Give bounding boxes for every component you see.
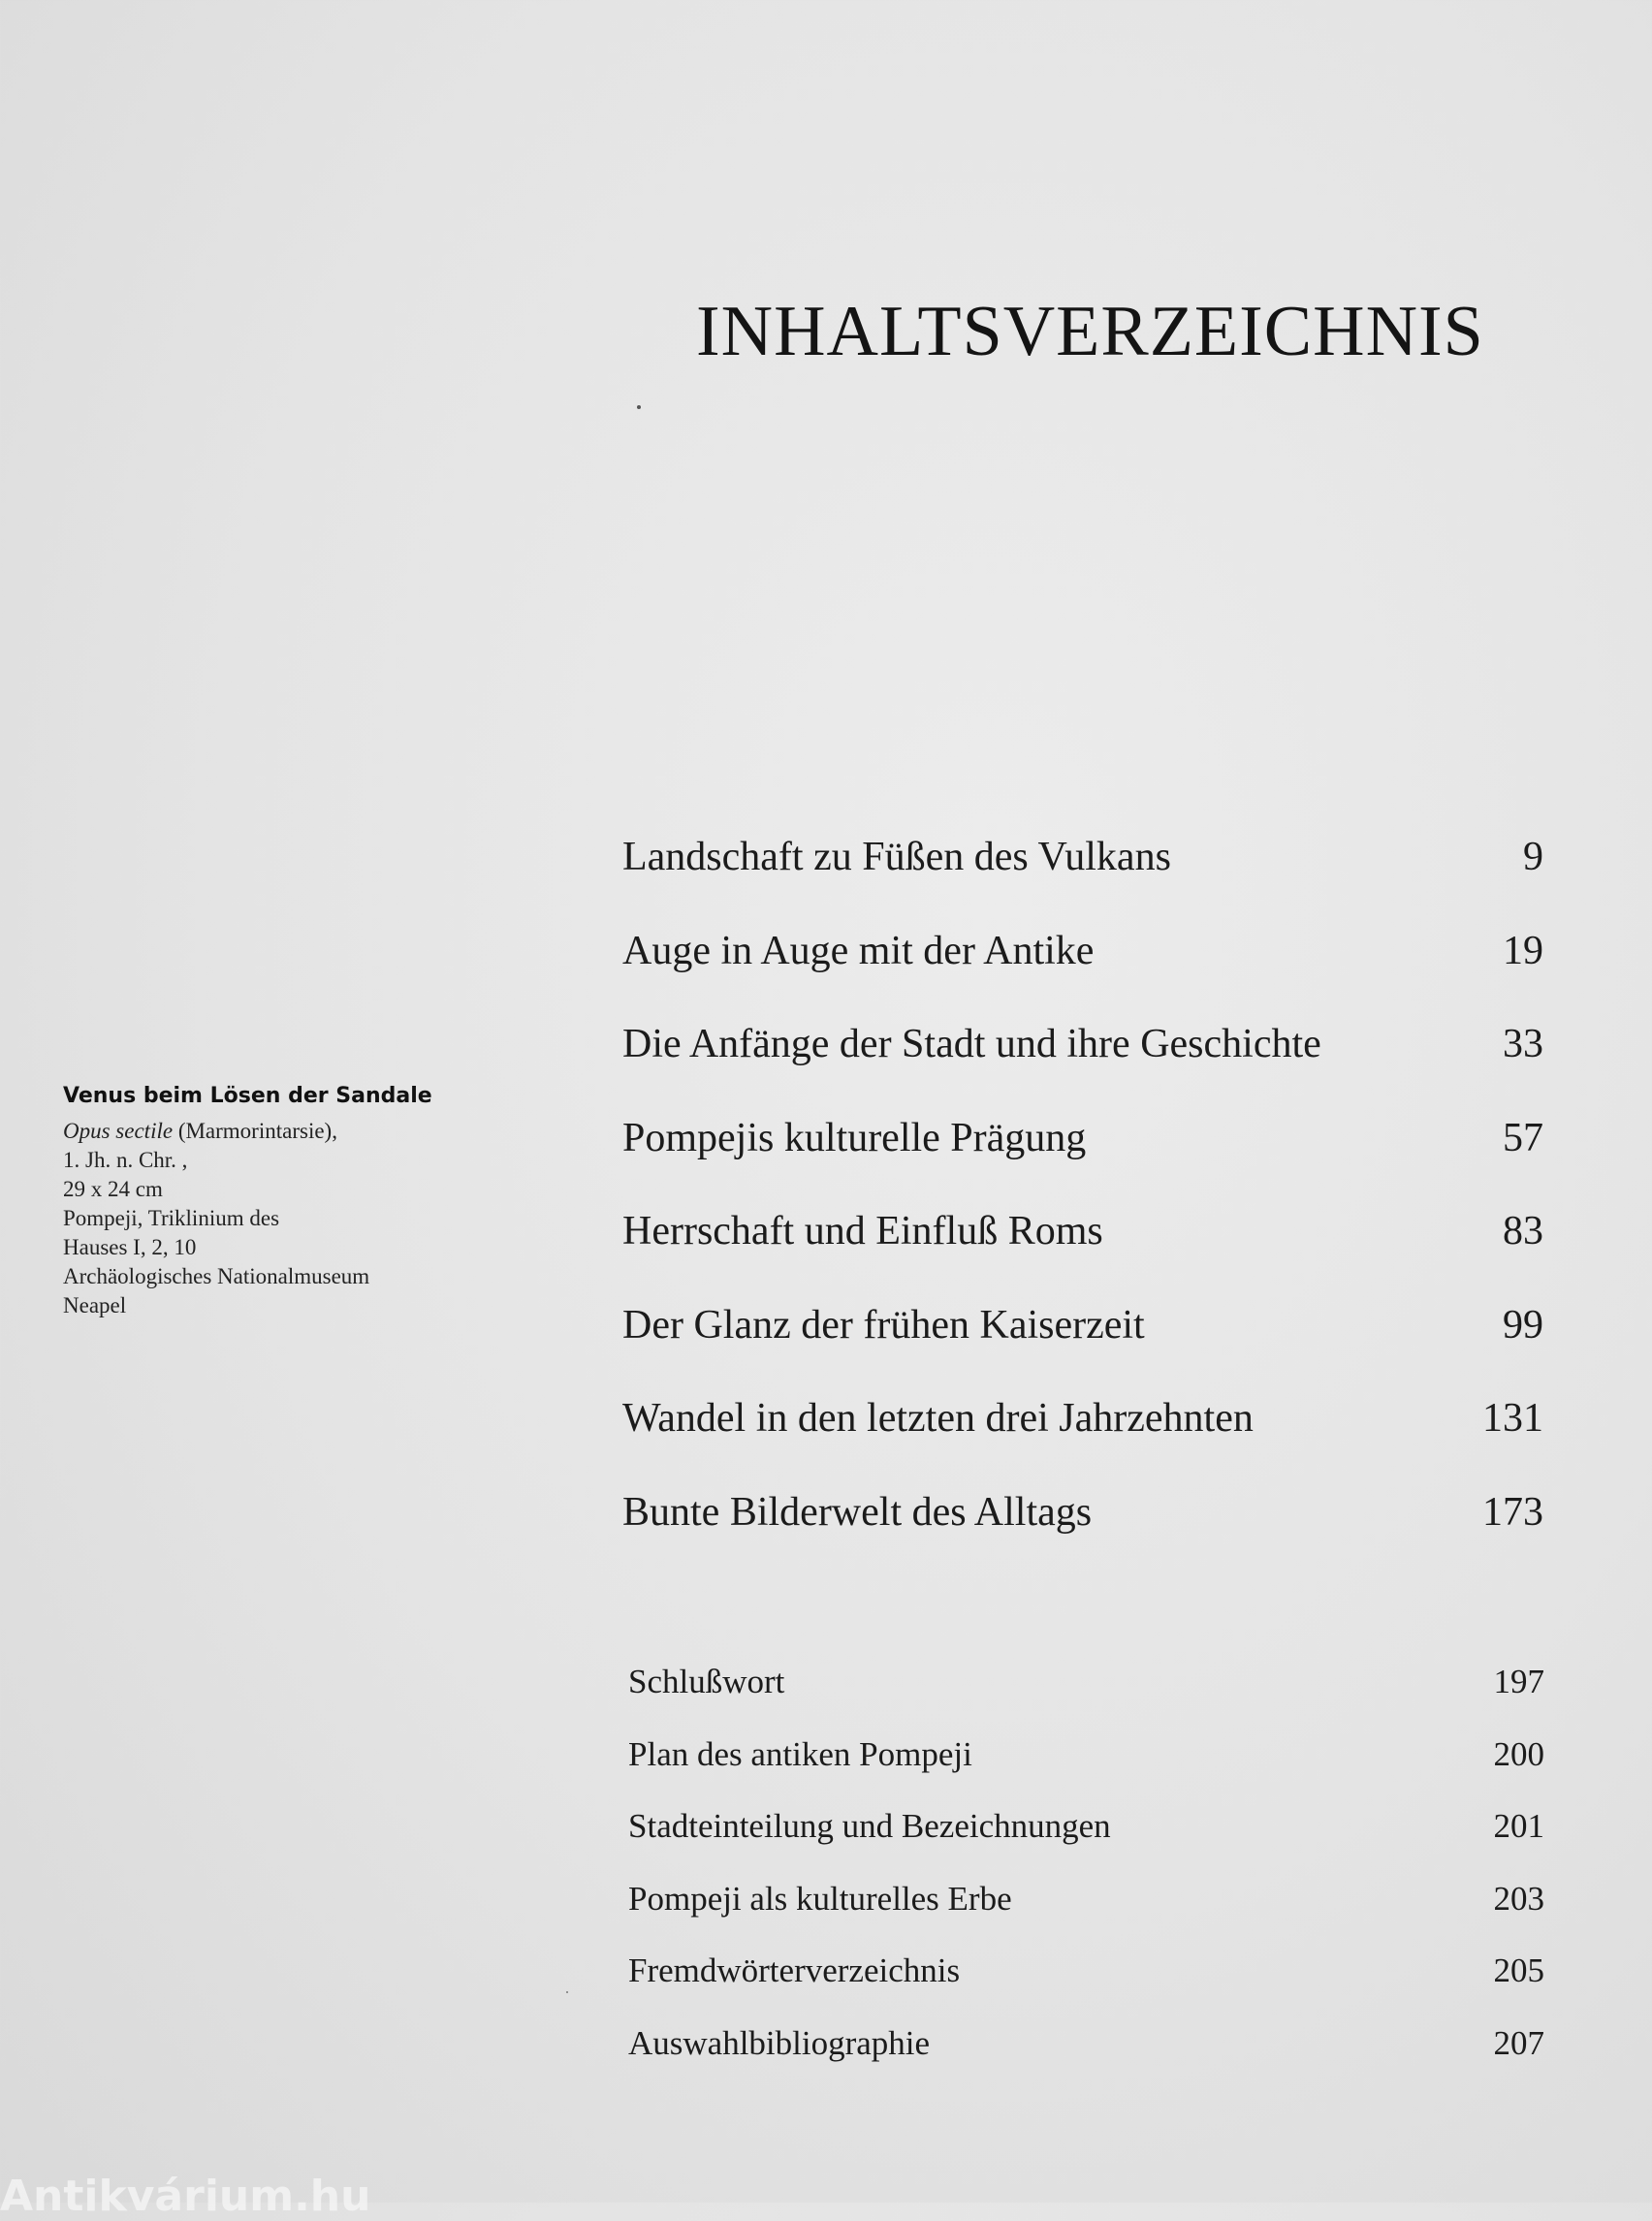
toc-entry [622, 1021, 1543, 1115]
toc-entry [622, 1489, 1543, 1583]
toc-entry-label: Wandel in den letzten drei Jahrzehnten [622, 1396, 1254, 1441]
page-title: INHALTSVERZEICHNIS [696, 292, 1484, 371]
toc-entry [628, 2024, 1544, 2097]
caption-line-2: 1. Jh. n. Chr. , [63, 1148, 188, 1172]
toc-entry-page: 33 [1503, 1022, 1543, 1066]
toc-entry [628, 1880, 1544, 1952]
toc-entry [628, 1807, 1544, 1880]
toc-entry [622, 1395, 1543, 1489]
toc-entry-label: Herrschaft und Einfluß Roms [622, 1209, 1103, 1253]
toc-entry-label: Der Glanz der frühen Kaiserzeit [622, 1302, 1145, 1348]
toc-entry-page: 201 [1493, 1807, 1544, 1845]
caption-line-5: Hauses I, 2, 10 [63, 1235, 197, 1259]
toc-entry [622, 928, 1543, 1022]
toc-entry-label: Pompeji als kulturelles Erbe [628, 1879, 1012, 1918]
toc-entry-page: 197 [1493, 1663, 1544, 1700]
toc-entry-page: 203 [1493, 1879, 1544, 1918]
watermark: Antikvárium.hu [0, 2172, 371, 2221]
toc-entry-page: 200 [1493, 1734, 1544, 1773]
toc-entry-label: Bunte Bilderwelt des Alltags [622, 1489, 1093, 1535]
caption-technique: Opus sectile [63, 1119, 174, 1143]
toc-entry-label: Die Anfänge der Stadt und ihre Geschichte [622, 1022, 1321, 1066]
toc-entry [628, 1735, 1544, 1808]
toc-entry [622, 1115, 1543, 1209]
caption-technique-note: (Marmorintarsie), [173, 1119, 337, 1143]
toc-entry-page: 9 [1523, 835, 1543, 879]
toc-back-matter [628, 1663, 1544, 2096]
toc-entry-page: 57 [1503, 1115, 1543, 1160]
toc-entry-label: Plan des antiken Pompeji [628, 1734, 972, 1773]
toc-main-chapters [622, 834, 1543, 1582]
toc-entry [622, 1208, 1543, 1302]
caption-line-6: Archäologisches Nationalmuseum [63, 1264, 370, 1288]
caption-title: Venus beim Lösen der Sandale [63, 1084, 432, 1108]
stray-dot [637, 405, 641, 409]
toc-entry-label: Auswahlbibliographie [628, 2023, 931, 2062]
toc-entry-page: 205 [1493, 1951, 1544, 1989]
toc-entry-label: Pompejis kulturelle Prägung [622, 1115, 1087, 1160]
toc-entry-page: 19 [1503, 928, 1543, 973]
toc-entry-label: Stadteinteilung und Bezeichnungen [628, 1807, 1111, 1845]
toc-entry [622, 834, 1543, 928]
toc-entry-page: 99 [1503, 1302, 1543, 1348]
toc-entry-label: Landschaft zu Füßen des Vulkans [622, 835, 1171, 879]
toc-entry [628, 1663, 1544, 1735]
caption-line-7: Neapel [63, 1293, 127, 1317]
toc-entry-page: 131 [1482, 1396, 1543, 1441]
toc-entry [628, 1951, 1544, 2024]
toc-entry-page: 207 [1493, 2023, 1544, 2062]
toc-entry-page: 173 [1482, 1489, 1543, 1535]
stray-mark [566, 1991, 568, 1993]
toc-entry-page: 83 [1503, 1209, 1543, 1253]
toc-entry-label: Auge in Auge mit der Antike [622, 928, 1095, 973]
toc-entry-label: Fremdwörterverzeichnis [628, 1951, 961, 1989]
image-caption [63, 1082, 470, 1320]
toc-entry-label: Schlußwort [628, 1663, 785, 1700]
toc-entry [622, 1302, 1543, 1396]
caption-line-4: Pompeji, Triklinium des [63, 1206, 280, 1230]
caption-line-1 [63, 1117, 470, 1146]
caption-line-3: 29 x 24 cm [63, 1177, 163, 1201]
